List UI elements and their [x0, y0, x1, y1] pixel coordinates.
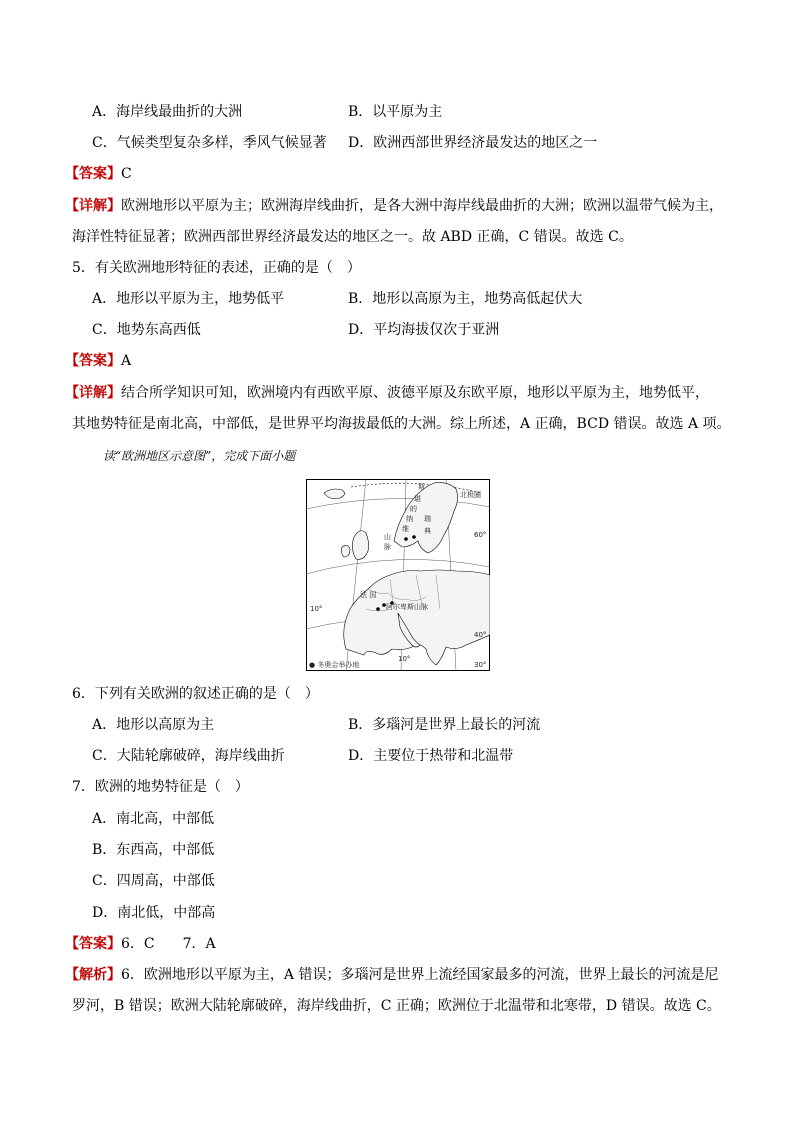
answer-label: 【答案】 — [65, 353, 121, 369]
map-label: 堪 — [414, 495, 421, 503]
q67-analysis-line2: 罗河，B 错误；欧洲大陆轮廓破碎，海岸线曲折，C 正确；欧洲位于北温带和北寒带，D 错误。故选 C。 — [72, 998, 721, 1014]
q5-option-b: B．地形以高原为主，地势高低起伏大 — [348, 291, 583, 307]
q6-option-a: A．地形以高原为主 — [92, 717, 215, 733]
map-label: 山 — [384, 533, 391, 541]
map-label: 法 国 — [360, 591, 377, 599]
q7-option-c: C．四周高，中部低 — [92, 873, 215, 889]
q5-option-d: D．平均海拔仅次于亚洲 — [348, 322, 500, 338]
europe-map — [306, 479, 490, 671]
olympic-host-dot — [376, 607, 380, 611]
map-label: 纳 — [406, 515, 413, 523]
q4-answer — [65, 164, 132, 184]
map-label: 30° — [474, 661, 487, 669]
q4-detail-line2: 海洋性特征显著；欧洲西部世界经济最发达的地区之一。故 ABD 正确，C 错误。故选 C。 — [72, 229, 633, 245]
map-legend: ● 冬奥会举办地 — [309, 661, 360, 669]
map-label: 10° — [310, 605, 323, 613]
q5-stem: 5．有关欧洲地形特征的表述，正确的是（ ） — [72, 260, 361, 276]
map-label: 维 — [402, 525, 409, 533]
q6-stem: 6．下列有关欧洲的叙述正确的是（ ） — [72, 686, 319, 702]
answer-value: A — [121, 353, 132, 369]
q67-answer — [65, 934, 216, 954]
map-label: 60° — [474, 531, 487, 539]
map-label: 40° — [474, 631, 487, 639]
detail-text: 欧洲地形以平原为主；欧洲海岸线曲折，是各大洲中海岸线最曲折的大洲；欧洲以温带气候为主， — [121, 198, 723, 214]
q5-detail-line1 — [65, 383, 709, 403]
map-label: 斯 — [418, 483, 425, 491]
q5-answer — [65, 351, 131, 371]
q4-option-d: D．欧洲西部世界经济最发达的地区之一 — [348, 135, 598, 151]
q4-option-c: C．气候类型复杂多样，季风气候显著 — [92, 135, 327, 151]
olympic-host-dot — [412, 535, 416, 539]
detail-text: 结合所学知识可知，欧洲境内有西欧平原、波德平原及东欧平原，地形以平原为主，地势低平， — [121, 385, 709, 401]
analysis-label: 【解析】 — [65, 967, 121, 983]
answer-value: C — [121, 166, 132, 182]
map-label: 的 — [410, 505, 417, 513]
q5-detail-line2: 其地势特征是南北高，中部低，是世界平均海拔最低的大洲。综上所述，A 正确，BCD 错误。故选 A 项。 — [72, 416, 731, 432]
detail-label: 【详解】 — [65, 198, 121, 214]
q4-detail-line1 — [65, 196, 723, 216]
map-label: 北极圈 — [460, 491, 481, 499]
q4-option-a: A．海岸线最曲折的大洲 — [92, 104, 243, 120]
q5-option-c: C．地势东高西低 — [92, 322, 201, 338]
q67-analysis-line1 — [65, 965, 718, 985]
q7-option-a: A．南北高，中部低 — [92, 811, 215, 827]
answer-label: 【答案】 — [65, 936, 121, 952]
q7-option-d: D．南北低，中部高 — [92, 905, 216, 921]
q7-option-b: B．东西高，中部低 — [92, 842, 215, 858]
q6-option-d: D．主要位于热带和北温带 — [348, 748, 514, 764]
map-label: 脉 — [384, 543, 391, 551]
q5-option-a: A．地形以平原为主，地势低平 — [92, 291, 285, 307]
detail-label: 【详解】 — [65, 385, 121, 401]
map-intro: 读“欧洲地区示意图”，完成下面小题 — [103, 449, 296, 463]
map-label: 10° — [398, 655, 411, 663]
q6-option-c: C．大陆轮廓破碎，海岸线曲折 — [92, 748, 285, 764]
answer-label: 【答案】 — [65, 166, 121, 182]
map-label: 典 — [424, 527, 431, 535]
olympic-host-dot — [404, 537, 408, 541]
q4-option-b: B．以平原为主 — [348, 104, 443, 120]
answer-value: 6．C 7．A — [121, 936, 216, 952]
q6-option-b: B．多瑙河是世界上最长的河流 — [348, 717, 541, 733]
q7-stem: 7．欧洲的地势特征是（ ） — [72, 779, 249, 795]
map-label: 阿尔卑斯山脉 — [386, 603, 428, 611]
analysis-text: 6．欧洲地形以平原为主，A 错误；多瑙河是世界上流经国家最多的河流，世界上最长的河流是尼 — [121, 967, 719, 983]
map-label: 瑞 — [424, 515, 431, 523]
